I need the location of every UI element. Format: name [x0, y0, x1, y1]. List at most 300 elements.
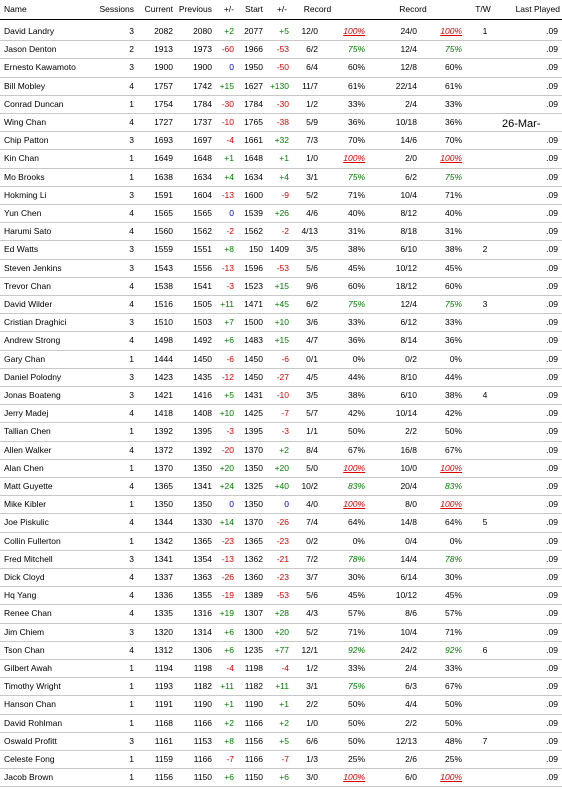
cell-chg: -13 [221, 262, 234, 273]
cell-tw [470, 131, 500, 149]
cell-cur: 1444 [154, 353, 173, 364]
cell-name: Conrad Duncan [4, 98, 64, 109]
cell-pct: 71% [347, 189, 365, 200]
cell-st: 1562 [244, 226, 263, 237]
cell-tw: 7 [482, 735, 488, 746]
table-row [0, 113, 562, 132]
cell-lp: .09 [546, 772, 558, 783]
cell-pct2: 71% [444, 189, 462, 200]
cell-lp: .09 [546, 208, 558, 218]
cell-cur: 1344 [154, 517, 173, 528]
cell-st: 1950 [244, 62, 263, 73]
cell-rec: 12/0 [301, 26, 318, 36]
table-row [0, 604, 562, 623]
cell-st: 1350 [244, 462, 263, 473]
cell-s: 1 [129, 699, 134, 710]
cell-tot: +1 [279, 699, 289, 710]
cell-name: Yun Chen [4, 208, 42, 218]
cell-prev: 1742 [193, 80, 212, 91]
cell-s: 4 [129, 408, 134, 419]
cell-s: 3 [129, 262, 134, 273]
cell-name: Renee Chan [4, 608, 52, 619]
cell-st: 1765 [244, 117, 263, 127]
cell-tw [470, 186, 500, 204]
cell-tw: 1 [482, 26, 488, 36]
cell-rec: 1/2 [306, 98, 318, 109]
cell-cur: 1342 [154, 535, 173, 546]
cell-name: Mo Brooks [4, 171, 45, 182]
cell-pct2: 61% [444, 80, 462, 91]
cell-cur: 1727 [154, 117, 173, 127]
table-row [0, 695, 562, 714]
cell-pct2: 40% [444, 208, 462, 218]
table-row [0, 350, 562, 369]
cell-prev: 1900 [193, 62, 212, 73]
cell-rec2: 2/2 [405, 717, 417, 728]
cell-chg: +5 [224, 390, 234, 400]
cell-lp: .09 [546, 644, 558, 655]
cell-cur: 1168 [154, 717, 173, 728]
cell-rec2: 10/12 [395, 590, 417, 601]
cell-rec2: 6/2 [405, 171, 417, 182]
cell-rec2: 24/0 [400, 26, 417, 36]
cell-rec2: 6/3 [405, 681, 417, 692]
cell-tot: +77 [274, 644, 289, 655]
cell-tw [470, 168, 500, 186]
cell-tw [470, 259, 500, 277]
cell-pct: 50% [347, 426, 365, 437]
cell-pct2: 71% [444, 626, 462, 637]
cell-s: 1 [129, 499, 134, 510]
cell-st: 1150 [244, 772, 263, 783]
cell-tw [470, 714, 500, 732]
cell-name: Tson Chan [4, 644, 45, 655]
cell-s: 3 [129, 317, 134, 328]
cell-rec: 8/4 [306, 444, 318, 455]
cell-chg: -13 [221, 553, 234, 564]
cell-prev: 1556 [193, 262, 212, 273]
cell-pct2: 48% [444, 735, 462, 746]
cell-cur: 1336 [154, 590, 173, 601]
cell-chg: +1 [224, 699, 234, 710]
cell-tot: +5 [279, 26, 289, 36]
cell-tot: -3 [281, 426, 289, 437]
cell-lp: .09 [546, 681, 558, 692]
cell-tot: 0 [284, 499, 289, 510]
cell-prev: 1697 [193, 135, 212, 146]
cell-s: 4 [129, 208, 134, 218]
cell-prev: 1562 [193, 226, 212, 237]
cell-cur: 1543 [154, 262, 173, 273]
cell-s: 1 [129, 663, 134, 673]
table-row [0, 714, 562, 733]
cell-name: Mike Kibler [4, 499, 47, 510]
cell-lp: .09 [546, 26, 558, 36]
cell-chg: +11 [220, 299, 234, 309]
header-row [0, 0, 562, 20]
cell-tot: -6 [281, 353, 289, 364]
table-row [0, 532, 562, 551]
cell-pct: 44% [347, 371, 365, 382]
cell-chg: +19 [219, 608, 234, 619]
cell-name: Timothy Wright [4, 681, 61, 692]
cell-s: 3 [129, 553, 134, 564]
cell-name: Ed Watts [4, 244, 39, 255]
cell-name: Hanson Chan [4, 699, 56, 710]
cell-prev: 1565 [193, 208, 212, 218]
cell-rec2: 22/14 [395, 80, 417, 91]
cell-chg: -4 [226, 135, 234, 146]
cell-s: 1 [129, 153, 134, 164]
col-total-header: +/- [276, 4, 287, 14]
cell-rec2: 14/6 [400, 135, 417, 146]
cell-cur: 1559 [154, 244, 173, 255]
cell-prev: 1492 [193, 335, 212, 346]
cell-name: Cristian Draghici [4, 317, 67, 328]
cell-chg: +2 [224, 26, 234, 36]
cell-cur: 1335 [154, 608, 173, 619]
cell-pct2: 67% [444, 681, 462, 692]
cell-st: 1166 [244, 717, 263, 728]
cell-cur: 1312 [154, 644, 173, 655]
cell-lp: .09 [546, 317, 558, 328]
table-row [0, 22, 562, 41]
cell-tot: -9 [281, 189, 289, 200]
cell-lp: .09 [546, 590, 558, 601]
cell-name: Chip Patton [4, 135, 49, 146]
cell-cur: 1392 [154, 426, 173, 437]
cell-st: 1198 [244, 663, 263, 673]
cell-lp: .09 [546, 371, 558, 382]
cell-cur: 1341 [154, 553, 173, 564]
cell-lp: .09 [546, 608, 558, 619]
cell-pct2: 100% [440, 772, 462, 783]
cell-pct: 25% [347, 754, 365, 764]
table-row [0, 732, 562, 751]
cell-tot: -50 [276, 62, 289, 73]
cell-lp: .09 [546, 408, 558, 419]
cell-st: 1600 [244, 189, 263, 200]
table-row [0, 40, 562, 59]
cell-pct2: 78% [444, 553, 462, 564]
cell-lp: .09 [546, 717, 558, 728]
cell-tw [470, 222, 500, 240]
cell-chg: +14 [219, 517, 234, 528]
cell-pct: 67% [347, 444, 365, 455]
cell-tot: -21 [276, 553, 289, 564]
cell-name: Harumi Sato [4, 226, 52, 237]
cell-lp: .09 [546, 153, 558, 164]
cell-s: 1 [129, 717, 134, 728]
cell-rec2: 2/0 [405, 153, 417, 164]
cell-st: 1784 [244, 98, 263, 109]
cell-s: 3 [129, 244, 134, 255]
cell-lp: .09 [546, 699, 558, 710]
cell-cur: 1423 [154, 371, 173, 382]
cell-lp: .09 [546, 135, 558, 146]
cell-st: 1425 [244, 408, 263, 419]
cell-pct2: 100% [440, 26, 462, 36]
cell-pct: 57% [347, 608, 365, 619]
cell-tot: 1409 [270, 244, 289, 255]
cell-pct: 50% [347, 717, 365, 728]
col-last-played-header: Last Played [515, 4, 560, 14]
cell-s: 4 [129, 117, 134, 127]
cell-tw [470, 422, 500, 440]
cell-pct2: 44% [444, 371, 462, 382]
cell-chg: -4 [226, 663, 234, 673]
cell-tw [470, 277, 500, 295]
table-row [0, 168, 562, 187]
cell-cur: 2082 [154, 26, 173, 36]
cell-st: 1370 [244, 444, 263, 455]
cell-prev: 1634 [193, 171, 212, 182]
cell-chg: -10 [221, 117, 234, 127]
cell-name: Celeste Fong [4, 754, 55, 764]
cell-rec2: 10/14 [395, 408, 417, 419]
cell-cur: 1191 [154, 699, 173, 710]
table-row [0, 240, 562, 259]
cell-s: 4 [129, 280, 134, 291]
cell-name: Wing Chan [4, 117, 47, 127]
cell-rec: 3/6 [306, 317, 318, 328]
cell-prev: 1604 [193, 189, 212, 200]
cell-st: 1966 [244, 44, 263, 55]
cell-name: Collin Fullerton [4, 535, 61, 546]
cell-chg: +11 [220, 681, 234, 692]
cell-prev: 1355 [193, 590, 212, 601]
table-row [0, 386, 562, 405]
cell-st: 1500 [244, 317, 263, 328]
cell-prev: 1198 [193, 663, 212, 673]
cell-chg: +24 [219, 481, 234, 491]
table-row [0, 550, 562, 569]
cell-name: Matt Guyette [4, 481, 53, 491]
cell-lp: .09 [546, 280, 558, 291]
cell-prev: 2080 [193, 26, 212, 36]
cell-tw [470, 477, 500, 495]
cell-pct2: 75% [444, 171, 462, 182]
cell-rec2: 4/4 [405, 699, 417, 710]
cell-pct: 30% [347, 572, 365, 582]
cell-st: 1362 [244, 553, 263, 564]
cell-chg: +7 [224, 317, 234, 328]
cell-prev: 1150 [193, 772, 212, 783]
table-row [0, 277, 562, 296]
cell-tw [470, 313, 500, 331]
cell-tw [470, 95, 500, 113]
cell-chg: -7 [226, 754, 234, 764]
cell-name: Bill Mobley [4, 80, 46, 91]
cell-name: Fred Mitchell [4, 553, 53, 564]
cell-name: Hokming Li [4, 189, 47, 200]
cell-cur: 1320 [154, 626, 173, 637]
cell-pct: 33% [347, 663, 365, 673]
table-row [0, 77, 562, 96]
cell-rec: 1/1 [306, 426, 318, 437]
cell-cur: 1649 [154, 153, 173, 164]
cell-st: 1450 [244, 353, 263, 364]
table-row [0, 95, 562, 114]
cell-pct2: 70% [444, 135, 462, 146]
cell-chg: +2 [224, 717, 234, 728]
cell-pct: 45% [347, 590, 365, 601]
cell-rec: 5/6 [306, 262, 318, 273]
cell-tw: 3 [482, 299, 488, 309]
col-change-header: +/- [223, 4, 234, 14]
cell-name: Trevor Chan [4, 280, 51, 291]
cell-prev: 1306 [193, 644, 212, 655]
cell-rec2: 18/12 [395, 280, 417, 291]
cell-st: 1389 [244, 590, 263, 601]
cell-pct2: 0% [449, 535, 462, 546]
cell-pct: 100% [343, 462, 365, 473]
cell-name: Gary Chan [4, 353, 46, 364]
cell-s: 1 [129, 772, 134, 783]
cell-tot: +4 [279, 171, 289, 182]
cell-pct2: 33% [444, 98, 462, 109]
cell-cur: 1337 [154, 572, 173, 582]
cell-rec: 6/6 [306, 735, 318, 746]
cell-pct2: 50% [444, 717, 462, 728]
cell-rec: 4/5 [306, 371, 318, 382]
cell-rec: 11/7 [302, 80, 318, 91]
cell-pct: 0% [352, 535, 365, 546]
cell-rec2: 10/4 [400, 626, 417, 637]
cell-tw [470, 568, 500, 586]
cell-name: Gilbert Awah [4, 663, 53, 673]
cell-st: 1539 [244, 208, 263, 218]
cell-pct: 75% [347, 681, 365, 692]
cell-pct2: 50% [444, 699, 462, 710]
cell-name: Ernesto Kawamoto [4, 62, 76, 73]
cell-st: 1365 [244, 535, 263, 546]
cell-tot: -53 [276, 590, 289, 601]
cell-name: Oswald Profitt [4, 735, 57, 746]
cell-st: 1471 [244, 299, 263, 309]
cell-prev: 1365 [193, 535, 212, 546]
cell-tot: +2 [279, 444, 289, 455]
cell-st: 1300 [244, 626, 263, 637]
cell-rec2: 14/8 [400, 517, 417, 528]
cell-lp: .09 [546, 189, 558, 200]
cell-pct2: 36% [444, 335, 462, 346]
col-previous-header: Previous [178, 4, 212, 14]
cell-rec: 4/6 [306, 208, 318, 218]
cell-rec: 1/3 [306, 754, 318, 764]
cell-chg: -3 [226, 426, 234, 437]
cell-cur: 1421 [154, 390, 173, 400]
cell-s: 4 [129, 299, 134, 309]
cell-pct: 71% [347, 626, 365, 637]
cell-name: Allen Walker [4, 444, 52, 455]
cell-pct: 60% [347, 280, 365, 291]
cell-s: 4 [129, 517, 134, 528]
cell-prev: 1973 [193, 44, 212, 55]
cell-lp: .09 [546, 335, 558, 346]
cell-pct: 100% [343, 153, 365, 164]
cell-tot: -10 [276, 390, 289, 400]
cell-name: David Rohlman [4, 717, 63, 728]
cell-st: 1370 [244, 517, 263, 528]
cell-tot: +40 [274, 481, 289, 491]
cell-rec2: 6/10 [400, 390, 417, 400]
cell-s: 4 [129, 335, 134, 346]
cell-pct2: 57% [444, 608, 462, 619]
cell-chg: +6 [224, 772, 234, 783]
cell-st: 1156 [244, 735, 263, 746]
table-row [0, 641, 562, 660]
cell-st: 1395 [244, 426, 263, 437]
cell-chg: +6 [224, 644, 234, 655]
cell-tot: +20 [274, 462, 289, 473]
table-row [0, 623, 562, 642]
cell-st: 2077 [244, 26, 263, 36]
cell-tot: -7 [281, 408, 289, 419]
cell-pct: 33% [347, 317, 365, 328]
cell-chg: -26 [221, 572, 234, 582]
cell-rec: 5/0 [306, 462, 318, 473]
cell-rec: 0/1 [306, 353, 318, 364]
cell-cur: 1372 [154, 444, 173, 455]
table-row [0, 568, 562, 587]
cell-rec: 3/5 [306, 244, 318, 255]
cell-tot: -53 [276, 44, 289, 55]
cell-s: 3 [129, 189, 134, 200]
cell-pct: 45% [347, 262, 365, 273]
cell-tw [470, 532, 500, 550]
cell-s: 1 [129, 681, 134, 692]
cell-tw [470, 695, 500, 713]
cell-tw [470, 459, 500, 477]
col-record-header: Record [303, 4, 332, 14]
cell-name: Steven Jenkins [4, 262, 62, 273]
cell-pct: 36% [347, 117, 365, 127]
cell-pct: 75% [347, 299, 365, 309]
cell-st: 1190 [244, 699, 263, 710]
cell-st: 1634 [244, 171, 263, 182]
cell-tot: -53 [276, 262, 289, 273]
table-row [0, 750, 562, 769]
cell-chg: +20 [219, 462, 234, 473]
cell-prev: 1314 [193, 626, 212, 637]
cell-pct: 38% [347, 244, 365, 255]
cell-chg: +10 [219, 408, 234, 419]
cell-pct2: 60% [444, 62, 462, 73]
table-row [0, 422, 562, 441]
cell-pct2: 92% [444, 644, 462, 655]
cell-rec: 4/13 [301, 226, 318, 237]
cell-rec: 9/6 [306, 280, 318, 291]
cell-st: 1166 [244, 754, 263, 764]
cell-lp: .09 [546, 44, 558, 55]
cell-lp: .09 [546, 226, 558, 237]
cell-st: 1350 [244, 499, 263, 510]
cell-rec2: 6/14 [400, 572, 417, 582]
table-row [0, 58, 562, 77]
cell-pct: 64% [347, 517, 365, 528]
table-row [0, 441, 562, 460]
cell-chg: -23 [221, 535, 234, 546]
cell-cur: 1913 [154, 44, 173, 55]
cell-s: 4 [129, 608, 134, 619]
cell-prev: 1341 [193, 481, 212, 491]
cell-cur: 1565 [154, 208, 173, 218]
cell-cur: 1693 [154, 135, 173, 146]
cell-name: Jerry Madej [4, 408, 49, 419]
cell-tot: -2 [281, 226, 289, 237]
cell-lp: .09 [546, 663, 558, 673]
